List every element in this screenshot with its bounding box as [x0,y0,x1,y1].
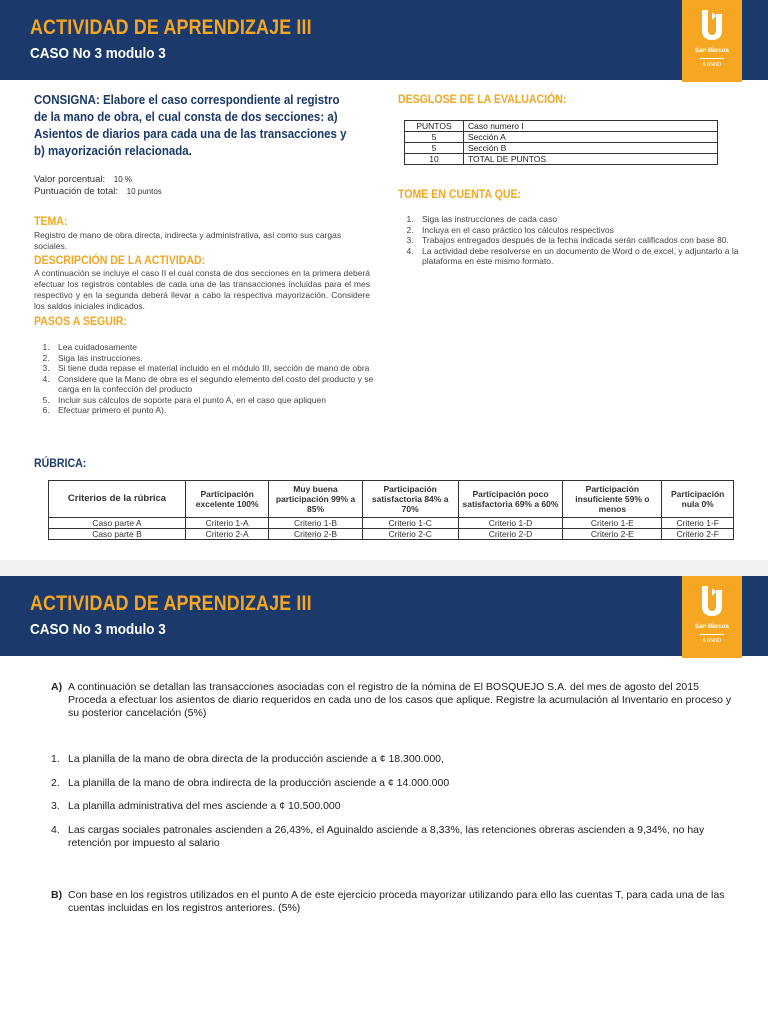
desglose-heading: DESGLOSE DE LA EVALUACIÓN: [398,92,567,106]
page-header [0,0,768,80]
page-gap [0,560,768,576]
table-header-cell: Muy buena participación 99% a 85% [269,481,362,518]
tema-text: Registro de mano de obra directa, indirecta y administrativa, así como sus cargas sociales. [34,230,342,251]
item-number: 2. [51,777,60,789]
descripcion-text: A continuación se incluye el caso II el cual consta de dos secciones en la primera deberá efectuar los registros contables de cada una de las transacciones incluidas para el mes respectivo y en la segunda deberá llevar a cabo la respectiva mayorización. Considere los saldos iniciales indicados. [34,268,370,311]
desglose-table [404,120,718,165]
university-logo [682,0,742,82]
list-item: 2. Incluya en el caso práctico los cálculos respectivos [416,225,746,236]
table-header-cell: Participación insuficiente 59% o menos [563,481,662,518]
table-cell: TOTAL DE PUNTOS [464,154,718,165]
item-number: 3. [51,800,60,812]
table-row [49,518,734,529]
list-item: 4. Considere que la Mano de obra es el segundo elemento del costo del producto y se carga en la confección del producto [52,374,382,395]
consigna-text: CONSIGNA: Elabore el caso correspondiente al registro de la mano de obra, el cual consta de dos secciones: a) Asientos de diarios para cada una de las transacciones y b) mayorización relacionada. [34,93,347,158]
table-cell: Criterio 1-B [269,518,362,529]
table-cell: Criterio 2-B [269,529,362,540]
table-cell: Criterio 2-E [563,529,662,540]
table-cell: 5 [405,132,464,143]
table-cell: Sección B [464,143,718,154]
logo-u-icon [698,586,726,620]
logo-u-icon [698,10,726,44]
table-header-cell: Participación excelente 100% [186,481,269,518]
table-cell: Caso parte B [49,529,186,540]
table-cell: Criterio 1-D [458,518,563,529]
section-a-text: A continuación se detallan las transacciones asociadas con el registro de la nómina de El BOSQUEJO S.A. del mes de agosto del 2015 Proceda a efectuar los asientos de diario requeridos en cada uno de los casos que aplique. Registre la acumulación al Inventario en proceso y su posterior cancelación (5%) [68,681,732,719]
table-row [405,121,718,132]
pasos-list [34,342,382,416]
activity-title: ACTIVIDAD DE APRENDIZAJE III [30,592,312,615]
table-cell: PUNTOS [405,121,464,132]
puntuacion-total [34,186,162,197]
table-cell: Caso numero I [464,121,718,132]
logo-divider [700,634,724,635]
list-item: 5. Incluir sus cálculos de soporte para el punto A, en el caso que apliquen [52,395,382,406]
logo-subtext: ILUNNO [702,62,722,68]
list-item: Las cargas sociales patronales ascienden a 26,43%, el Aguinaldo asciende a 8,33%, las retenciones obreras ascienden a 9,34%, no hay retención por impuesto al salario [68,824,705,849]
descripcion-heading: DESCRIPCIÓN DE LA ACTIVIDAD: [34,253,206,267]
table-cell: 10 [405,154,464,165]
table-row [405,143,718,154]
table-cell: Criterio 1-E [563,518,662,529]
table-header-cell: Participación satisfactoria 84% a 70% [362,481,458,518]
table-cell: Criterio 2-D [458,529,563,540]
list-item: 3. Trabajos entregados después de la fecha indicada serán calificados con base 80. [416,235,746,246]
logo-brand-text: San Marcos [695,48,729,54]
valor-porcentual [34,174,132,185]
table-row [405,154,718,165]
activity-title: ACTIVIDAD DE APRENDIZAJE III [30,16,312,39]
section-b-label: B) [51,889,63,901]
section-b-text: Con base en los registros utilizados en el punto A de este ejercicio proceda mayorizar utilizando para ello las cuentas T, para cada una de las cuentas incluidas en los registros anteriores. (5%) [68,889,725,914]
logo-brand-text: San Marcos [695,624,729,630]
item-number: 1. [51,753,60,765]
item-number: 4. [51,824,60,836]
table-header-cell: Participación nula 0% [662,481,734,518]
page-header [0,576,768,656]
list-item: 1. Lea cuidadosamente [52,342,382,353]
tome-list [398,214,746,267]
tema-heading: TEMA: [34,214,68,228]
table-cell: Criterio 2-F [662,529,734,540]
table-cell: 5 [405,143,464,154]
valor-value: 10 % [113,175,132,184]
table-row [49,529,734,540]
list-item: La planilla de la mano de obra directa de la producción asciende a ¢ 18.300.000, [68,753,444,765]
university-logo [682,576,742,658]
section-a-label: A) [51,681,63,693]
rubrica-heading: RÚBRICA: [34,456,87,470]
puntuacion-value: 10 puntos [126,187,162,196]
list-item: 6. Efectuar primero el punto A). [52,405,382,416]
list-item: 2. Siga las instrucciones. [52,353,382,364]
table-cell: Criterio 1-C [362,518,458,529]
puntuacion-label: Puntuación de total: [34,186,118,197]
list-item: 4. La actividad debe resolverse en un documento de Word o de excel, y adjuntarlo a la plataforma en este mismo formato. [416,246,746,267]
case-subtitle: CASO No 3 modulo 3 [30,45,166,62]
table-cell: Criterio 2-A [186,529,269,540]
case-subtitle: CASO No 3 modulo 3 [30,621,166,638]
rubrica-table [48,480,734,540]
table-cell: Criterio 2-C [362,529,458,540]
table-header-cell: Participación poco satisfactoria 69% a 60% [458,481,563,518]
pasos-heading: PASOS A SEGUIR: [34,314,127,328]
list-item: La planilla administrativa del mes asciende a ¢ 10.500.000 [68,800,341,812]
table-header-row [49,481,734,518]
list-item: La planilla de la mano de obra indirecta de la producción asciende a ¢ 14.000.000 [68,777,450,789]
valor-label: Valor porcentual: [34,174,106,185]
table-cell: Criterio 1-F [662,518,734,529]
logo-divider [700,58,724,59]
list-item: 1. Siga las instrucciones de cada caso [416,214,746,225]
table-header-cell: Criterios de la rúbrica [49,481,186,518]
table-cell: Criterio 1-A [186,518,269,529]
document-page-2 [0,576,768,1024]
tome-heading: TOME EN CUENTA QUE: [398,187,522,201]
table-cell: Sección A [464,132,718,143]
table-row [405,132,718,143]
table-cell: Caso parte A [49,518,186,529]
logo-subtext: ILUNNO [702,638,722,644]
list-item: 3. Si tiene duda repase el material incluido en el módulo III, sección de mano de obra [52,363,382,374]
